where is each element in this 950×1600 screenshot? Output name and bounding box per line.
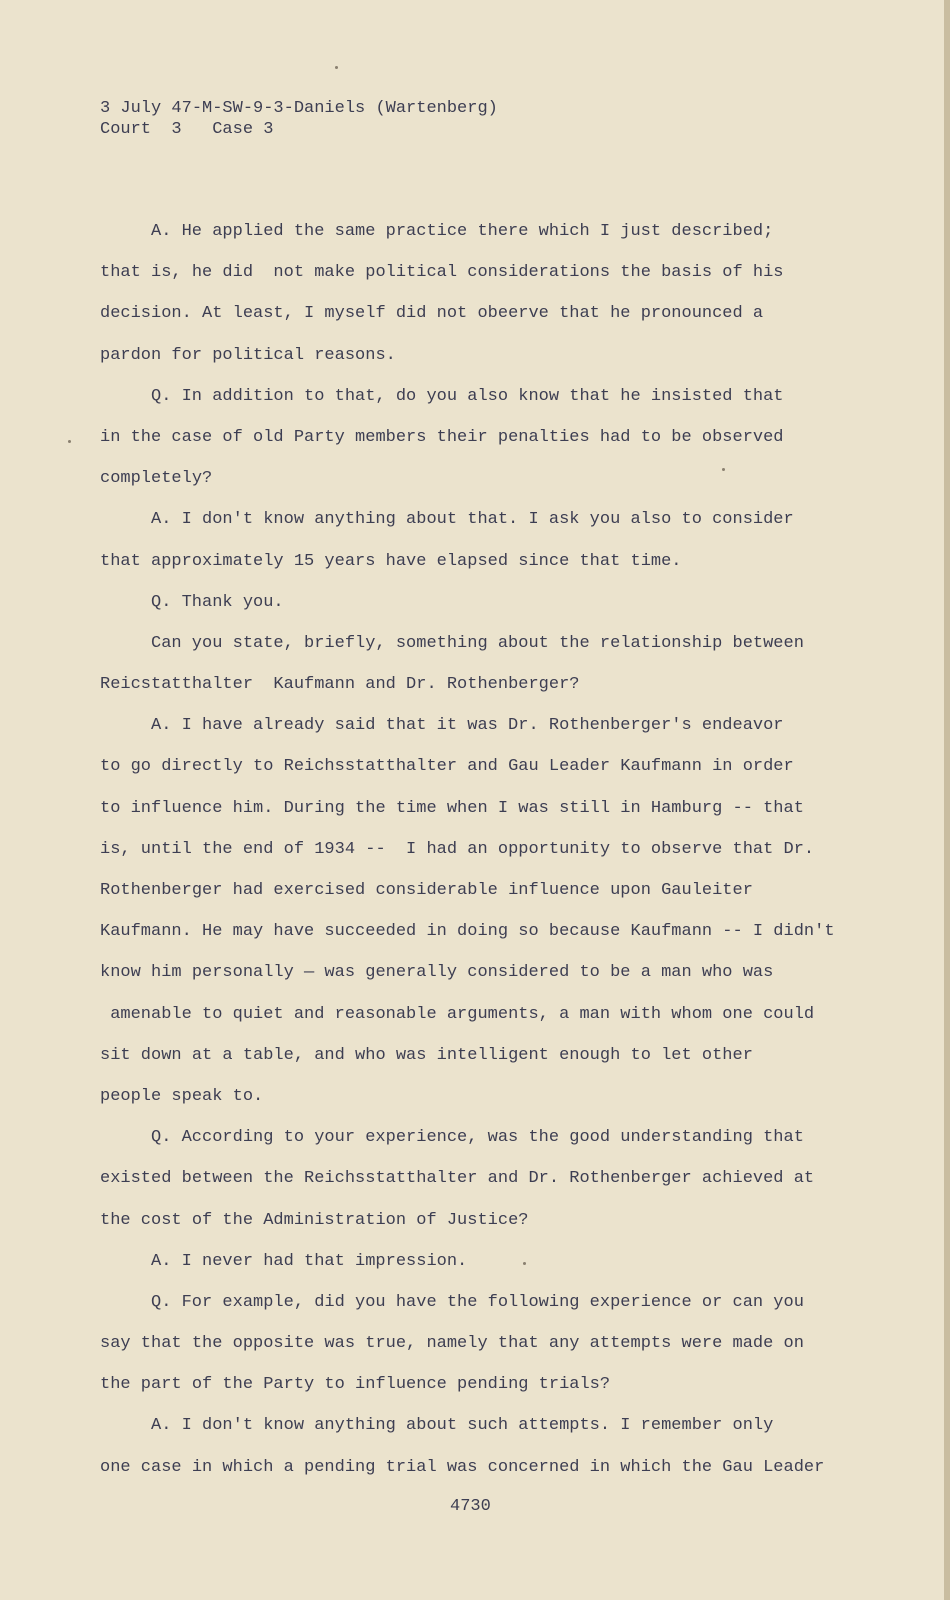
transcript-line: Q. Thank you. [151,592,284,612]
transcript-line: Q. For example, did you have the following experience or can you [151,1292,804,1312]
header-court-case: Court 3 Case 3 [100,120,274,139]
transcript-line: Q. According to your experience, was the good understanding that [151,1128,804,1148]
transcript-line: Reicstatthalter Kaufmann and Dr. Rothenberger? [100,675,580,695]
transcript-line: pardon for political reasons. [100,345,396,365]
paper-speck [722,468,725,471]
transcript-line: is, until the end of 1934 -- I had an opportunity to observe that Dr. [100,839,815,859]
transcript-line: the cost of the Administration of Justice? [100,1210,529,1230]
transcript-line: A. I don't know anything about such attempts. I remember only [151,1416,774,1436]
transcript-line: Kaufmann. He may have succeeded in doing so because Kaufmann -- I didn't [100,922,835,942]
transcript-line: in the case of old Party members their penalties had to be observed [100,427,784,447]
paper-speck [68,440,71,443]
transcript-line: Q. In addition to that, do you also know that he insisted that [151,386,784,406]
transcript-line: A. He applied the same practice there which I just described; [151,222,774,241]
transcript-line: say that the opposite was true, namely that any attempts were made on [100,1334,804,1354]
transcript-line: A. I have already said that it was Dr. Rothenberger's endeavor [151,716,784,736]
transcript-line: Rothenberger had exercised considerable influence upon Gauleiter [100,881,753,900]
transcript-line: that approximately 15 years have elapsed since that time. [100,551,682,571]
transcript-body [100,218,860,1495]
transcript-line: that is, he did not make political considerations the basis of his [100,263,784,283]
transcript-line: A. I don't know anything about that. I ask you also to consider [151,510,794,530]
transcript-line: one case in which a pending trial was concerned in which the Gau Leader [100,1457,825,1477]
transcript-line: know him personally — was generally considered to be a man who was [100,963,774,983]
transcript-line: decision. At least, I myself did not obeerve that he pronounced a [100,304,764,324]
transcript-line: to go directly to Reichsstatthalter and Gau Leader Kaufmann in order [100,757,794,777]
transcript-line: sit down at a table, and who was intelligent enough to let other [100,1045,753,1065]
transcript-line: the part of the Party to influence pending trials? [100,1375,611,1395]
transcript-line: people speak to. [100,1086,264,1106]
page-number: 4730 [450,1497,491,1516]
document-header [100,98,498,140]
header-date-reference: 3 July 47-M-SW-9-3-Daniels (Wartenberg) [100,99,498,118]
transcript-line: Can you state, briefly, something about the relationship between [151,633,804,653]
paper-speck [335,66,338,69]
transcript-line: to influence him. During the time when I was still in Hamburg -- that [100,798,804,818]
transcript-line: existed between the Reichsstatthalter and Dr. Rothenberger achieved at [100,1169,815,1189]
transcript-line: A. I never had that impression. [151,1251,468,1271]
paper-speck [523,1262,526,1265]
transcript-line: amenable to quiet and reasonable arguments, a man with whom one could [100,1004,815,1024]
transcript-line: completely? [100,469,213,489]
